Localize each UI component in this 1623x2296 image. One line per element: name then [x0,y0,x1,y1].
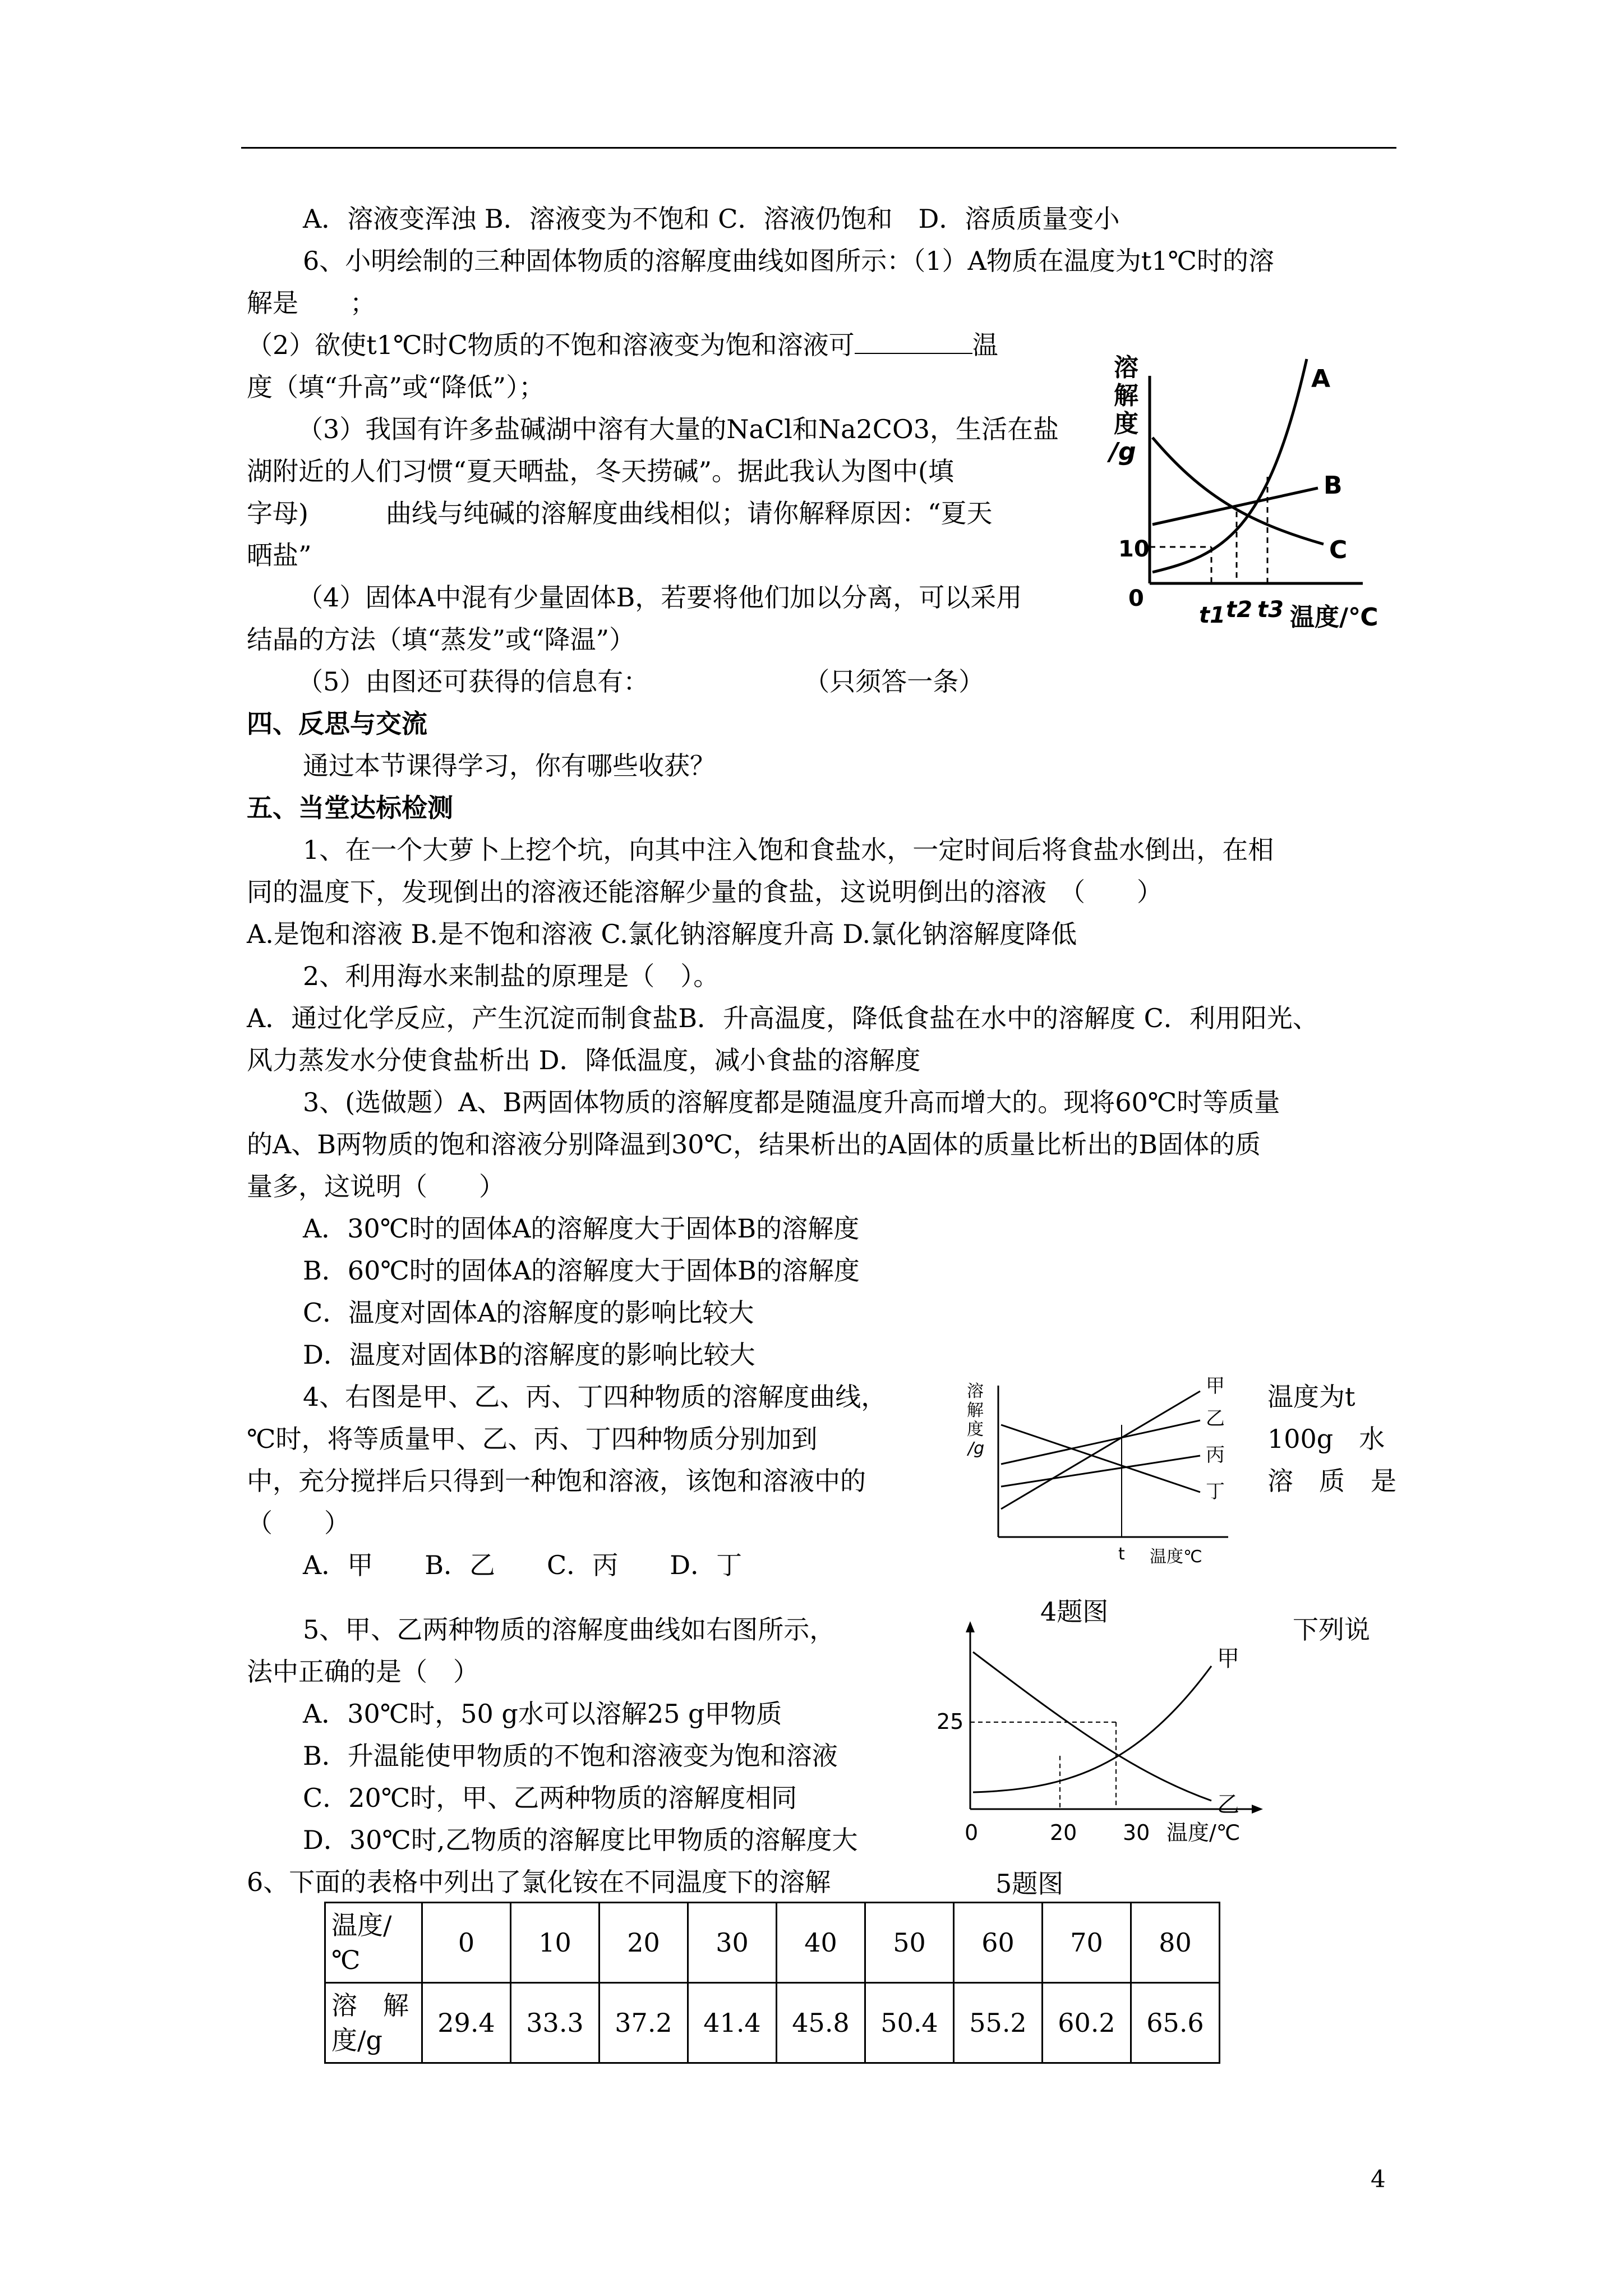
fig1-ytick-10: 10 [1118,536,1150,562]
fig1-xlabel: 温度/℃ [1290,603,1378,632]
q6-part2-text: （2）欲使t1℃时C物质的不饱和溶液变为饱和溶液可 [247,330,855,360]
test-q5: 5、甲、乙两种物质的溶解度曲线如右图所示， [303,1614,836,1645]
fig5-xlabel: 温度/℃ [1166,1820,1241,1845]
fig4-xlabel: 温度℃ [1150,1547,1202,1567]
fig5-label-yi: 乙 [1217,1792,1239,1818]
table-cell: 55.2 [954,1983,1043,2063]
table-cell: 40 [777,1903,865,1983]
section-4-heading: 四、反思与交流 [247,708,427,739]
table-cell: 41.4 [688,1983,777,2063]
fig4-caption: 4题图 [1040,1596,1109,1627]
test-q3-cont2: 量多，这说明（ ） [247,1171,505,1202]
q6-part2-cont: 度（填“升高”或“降低”）； [247,372,545,402]
section-5-heading: 五、当堂达标检测 [247,793,453,823]
test-q1: 1、在一个大萝卜上挖个坑，向其中注入饱和食盐水，一定时间后将食盐水倒出，在相 [303,835,1274,865]
fig4-curve-yi [1001,1420,1200,1464]
solubility-chart-abc [1099,353,1413,656]
test-q3-option-d: D．温度对固体B的溶解度的影响比较大 [303,1340,755,1370]
q6-part2 [247,328,998,362]
fig5-caption: 5题图 [995,1869,1064,1899]
table-header-temperature: 温度/℃ [325,1903,422,1983]
test-q1-options: A.是饱和溶液 B.是不饱和溶液 C.氯化钠溶解度升高 D.氯化钠溶解度降低 [247,919,1077,949]
q6-part3-cont3: 晒盐” [247,540,312,570]
fig4-ylabel-2: 解 [967,1401,984,1420]
q6-part4: （4）固体A中混有少量固体B，若要将他们加以分离，可以采用 [297,582,1022,613]
fig5-xtick-0: 0 [965,1820,979,1845]
header-rule [241,147,1396,149]
fig1-label-a: A [1311,365,1331,393]
fig1-ylabel [1106,353,1138,466]
reflection-prompt: 通过本节课得学习，你有哪些收获？ [303,751,716,781]
test-q2-options-cont: 风力蒸发水分使食盐析出 D．降低温度，减小食盐的溶解度 [247,1045,921,1075]
table-cell: 45.8 [777,1983,865,2063]
table-cell: 65.6 [1131,1983,1220,2063]
fig5-curve-jia [973,1666,1211,1792]
fig4-xtick-t: t [1118,1544,1125,1564]
test-q5-option-c: C．20℃时，甲、乙两种物质的溶解度相同 [303,1783,797,1813]
ammonium-chloride-table [324,1902,1220,2064]
fig1-ylabel-3: 度 [1114,409,1138,438]
fig4-label-ding: 丁 [1206,1480,1225,1503]
test-q4-right3: 溶 质 是 [1267,1466,1396,1496]
test-q2: 2、利用海水来制盐的原理是（ ）。 [303,961,720,991]
table-header-solubility: 溶 解度/g [325,1983,422,2063]
answer-blank[interactable] [855,330,972,354]
table-cell: 37.2 [600,1983,688,2063]
solubility-chart-jia-yi [920,1621,1279,1879]
fig1-label-b: B [1324,471,1343,500]
table-cell: 33.3 [511,1983,600,2063]
test-q5-option-a: A．30℃时，50 g水可以溶解25 g甲物质 [303,1699,782,1729]
table-cell: 30 [688,1903,777,1983]
table-cell: 50.4 [865,1983,954,2063]
fig4-label-bing: 丙 [1206,1444,1225,1466]
fig1-ylabel-4: /g [1109,438,1136,466]
fig4-label-yi: 乙 [1206,1407,1225,1430]
table-cell: 50 [865,1903,954,1983]
fig4-ylabel-3: 度 [967,1420,984,1439]
table-cell: 60 [954,1903,1043,1983]
table-cell: 20 [600,1903,688,1983]
test-q4-cont2: 中，充分搅拌后只得到一种饱和溶液，该饱和溶液中的 [247,1466,866,1496]
fig5-curve-yi [973,1652,1211,1801]
fig1-label-c: C [1329,536,1348,564]
test-q3: 3、(选做题）A、B两固体物质的溶解度都是随温度升高而增大的。现将60℃时等质量 [303,1087,1280,1117]
q6-part4-cont: 结晶的方法（填“蒸发”或“降温”） [247,624,635,655]
fig1-curve-b [1152,488,1318,524]
test-q4-cont1: ℃时，将等质量甲、乙、丙、丁四种物质分别加到 [247,1424,818,1454]
test-q3-cont1: 的A、B两物质的饱和溶液分别降温到30℃，结果析出的A固体的质量比析出的B固体的质 [247,1129,1261,1159]
test-q3-option-a: A．30℃时的固体A的溶解度大于固体B的溶解度 [303,1213,860,1244]
fig4-ylabel [966,1382,984,1458]
test-q4-options: A．甲 B．乙 C．丙 D．丁 [303,1550,743,1580]
fig4-label-jia: 甲 [1206,1375,1225,1397]
fig5-xtick-30: 30 [1123,1820,1150,1845]
fig5-ytick-25: 25 [937,1709,964,1734]
table-cell: 60.2 [1043,1983,1131,2063]
table-cell: 0 [422,1903,511,1983]
fig1-xtick-t3: t3 [1257,597,1284,623]
fig5-xtick-20: 20 [1050,1820,1077,1845]
fig4-ylabel-4: /g [968,1439,985,1458]
q6-stem-cont: 解是 ； [247,288,376,318]
fig5-y-arrow [966,1621,975,1632]
table-cell: 10 [511,1903,600,1983]
table-row-solubility [325,1983,1220,2063]
test-q4-right2: 100g 水 [1267,1424,1385,1454]
fig5-x-arrow [1252,1805,1263,1814]
test-q3-option-c: C．温度对固体A的溶解度的影响比较大 [303,1297,754,1328]
q5-options: A．溶液变浑浊 B．溶液变为不饱和 C．溶液仍饱和 D．溶质质量变小 [303,204,1120,234]
fig1-origin: 0 [1128,586,1144,611]
test-q3-option-b: B．60℃时的固体A的溶解度大于固体B的溶解度 [303,1255,860,1286]
test-q2-options: A．通过化学反应，产生沉淀而制食盐B．升高温度，降低食盐在水中的溶解度 C．利用阳光、 [247,1003,1318,1033]
fig1-xtick-t1: t1 [1199,602,1225,628]
q6-part2-tail: 温 [972,330,998,360]
fig1-xtick-t2: t2 [1226,597,1252,623]
test-q5-option-d: D．30℃时,乙物质的溶解度比甲物质的溶解度大 [303,1825,858,1855]
test-q5-option-b: B．升温能使甲物质的不饱和溶液变为饱和溶液 [303,1741,838,1771]
fig5-label-jia: 甲 [1217,1646,1239,1672]
test-q5-cont: 法中正确的是（ ） [247,1657,479,1687]
table-cell: 80 [1131,1903,1220,1983]
fig1-ylabel-2: 解 [1114,381,1138,410]
fig4-curve-jia [1001,1391,1200,1509]
test-q5-right: 下列说 [1293,1614,1370,1645]
q6-part5: （5）由图还可获得的信息有： （只须答一条） [297,666,985,697]
q6-part3: （3）我国有许多盐碱湖中溶有大量的NaCl和Na2CO3，生活在盐 [297,414,1059,444]
solubility-chart-four [965,1369,1256,1593]
fig4-ylabel-1: 溶 [967,1382,984,1401]
table-row-temperature [325,1903,1220,1983]
fig1-curve-a [1152,359,1307,572]
fig1-ylabel-1: 溶 [1114,353,1138,382]
test-q1-cont: 同的温度下，发现倒出的溶液还能溶解少量的食盐，这说明倒出的溶液 （ ） [247,877,1163,907]
page-number: 4 [1371,2165,1386,2193]
test-q4-bracket: （ ） [247,1508,350,1538]
test-q4-right1: 温度为t [1267,1382,1355,1412]
q6-part3-cont2: 字母) 曲线与纯碱的溶解度曲线相似；请你解释原因：“夏天 [247,498,993,528]
table-cell: 29.4 [422,1983,511,2063]
q6-stem: 6、小明绘制的三种固体物质的溶解度曲线如图所示：（1）A物质在温度为t1℃时的溶 [303,246,1274,276]
test-q4: 4、右图是甲、乙、丙、丁四种物质的溶解度曲线， [303,1382,887,1412]
table-cell: 70 [1043,1903,1131,1983]
test-q6: 6、下面的表格中列出了氯化铵在不同温度下的溶解 [247,1867,831,1897]
q6-part3-cont1: 湖附近的人们习惯“夏天晒盐，冬天捞碱”。据此我认为图中(填 [247,456,954,486]
